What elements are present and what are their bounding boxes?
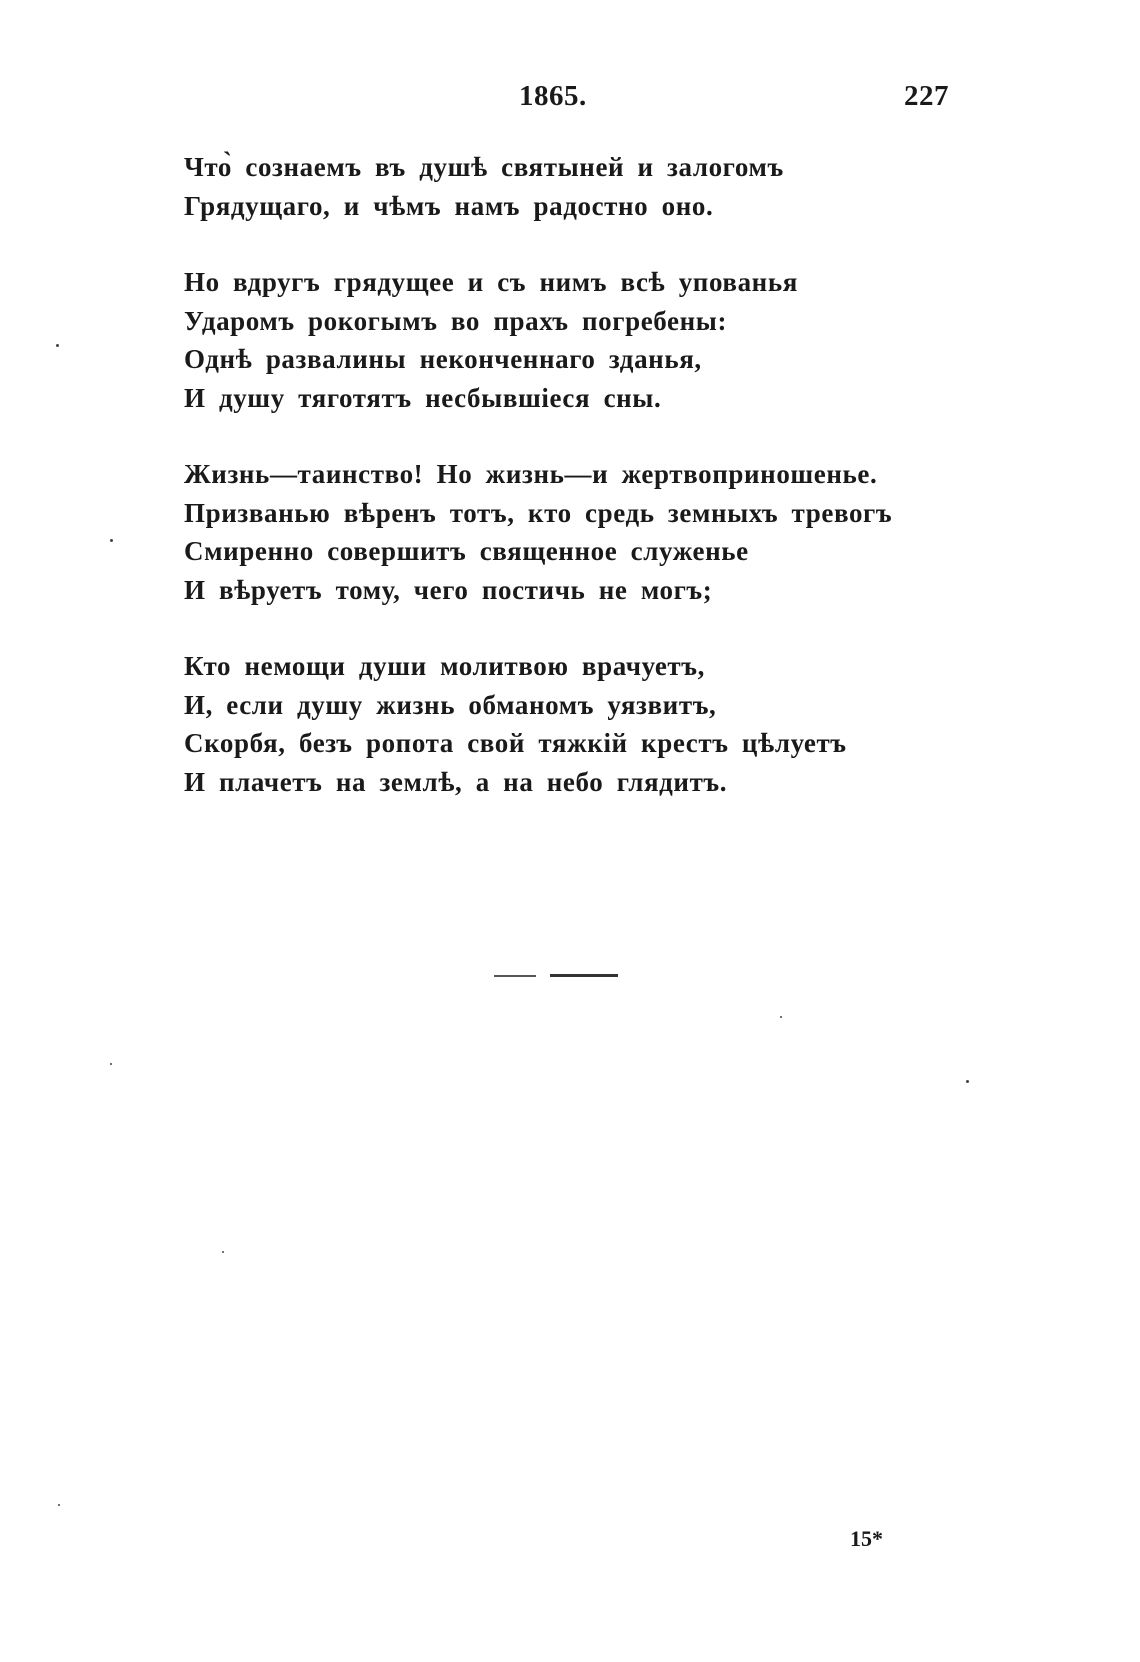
end-ornament-rule bbox=[494, 974, 618, 978]
running-head-year: 1865. bbox=[519, 80, 587, 112]
paper-speck bbox=[222, 1251, 224, 1253]
stanza-1 bbox=[184, 148, 944, 225]
poem-text bbox=[184, 148, 944, 801]
verse-line: И вѣруетъ тому, чего постичь не могъ; bbox=[184, 574, 713, 605]
stanza-2 bbox=[184, 263, 944, 417]
stanza-3 bbox=[184, 455, 944, 609]
verse-line: И душу тяготятъ несбывшіеся сны. bbox=[184, 382, 662, 413]
page-number: 227 bbox=[904, 80, 949, 112]
verse-line: Жизнь—таинство! Но жизнь—и жертвоприношенье. bbox=[184, 459, 878, 489]
verse-line: Скорбя, безъ ропота свой тяжкій крестъ цѣлуетъ bbox=[184, 728, 847, 758]
verse-line: Ударомъ рокогымъ во прахъ погребены: bbox=[184, 305, 728, 336]
verse-line: Смиренно совершитъ священное служенье bbox=[184, 536, 749, 566]
paper-speck bbox=[780, 1016, 782, 1018]
verse-line: И, если душу жизнь обманомъ уязвитъ, bbox=[184, 689, 717, 720]
paper-speck bbox=[110, 1063, 112, 1065]
ornament-dash-long bbox=[550, 974, 618, 977]
verse-line: И плачетъ на землѣ, а на небо глядитъ. bbox=[184, 766, 728, 797]
paper-speck bbox=[110, 539, 113, 542]
verse-line: Что̀ сознаемъ въ душѣ святыней и залогомъ bbox=[184, 152, 784, 182]
verse-line: Грядущаго, и чѣмъ намъ радостно оно. bbox=[184, 190, 714, 221]
verse-line: Однѣ развалины неконченнаго зданья, bbox=[184, 344, 702, 374]
paper-speck bbox=[56, 344, 59, 347]
verse-line: Но вдругъ грядущее и съ нимъ всѣ упованья bbox=[184, 267, 798, 297]
printer-signature-mark: 15* bbox=[850, 1526, 883, 1551]
running-head bbox=[0, 80, 1140, 120]
verse-line: Кто немощи души молитвою врачуетъ, bbox=[184, 651, 705, 681]
stanza-4 bbox=[184, 647, 944, 801]
ornament-dash-short bbox=[494, 975, 536, 977]
paper-speck bbox=[966, 1080, 969, 1083]
verse-line: Призванью вѣренъ тотъ, кто средь земныхъ тревогъ bbox=[184, 497, 893, 528]
paper-speck bbox=[58, 1504, 60, 1506]
